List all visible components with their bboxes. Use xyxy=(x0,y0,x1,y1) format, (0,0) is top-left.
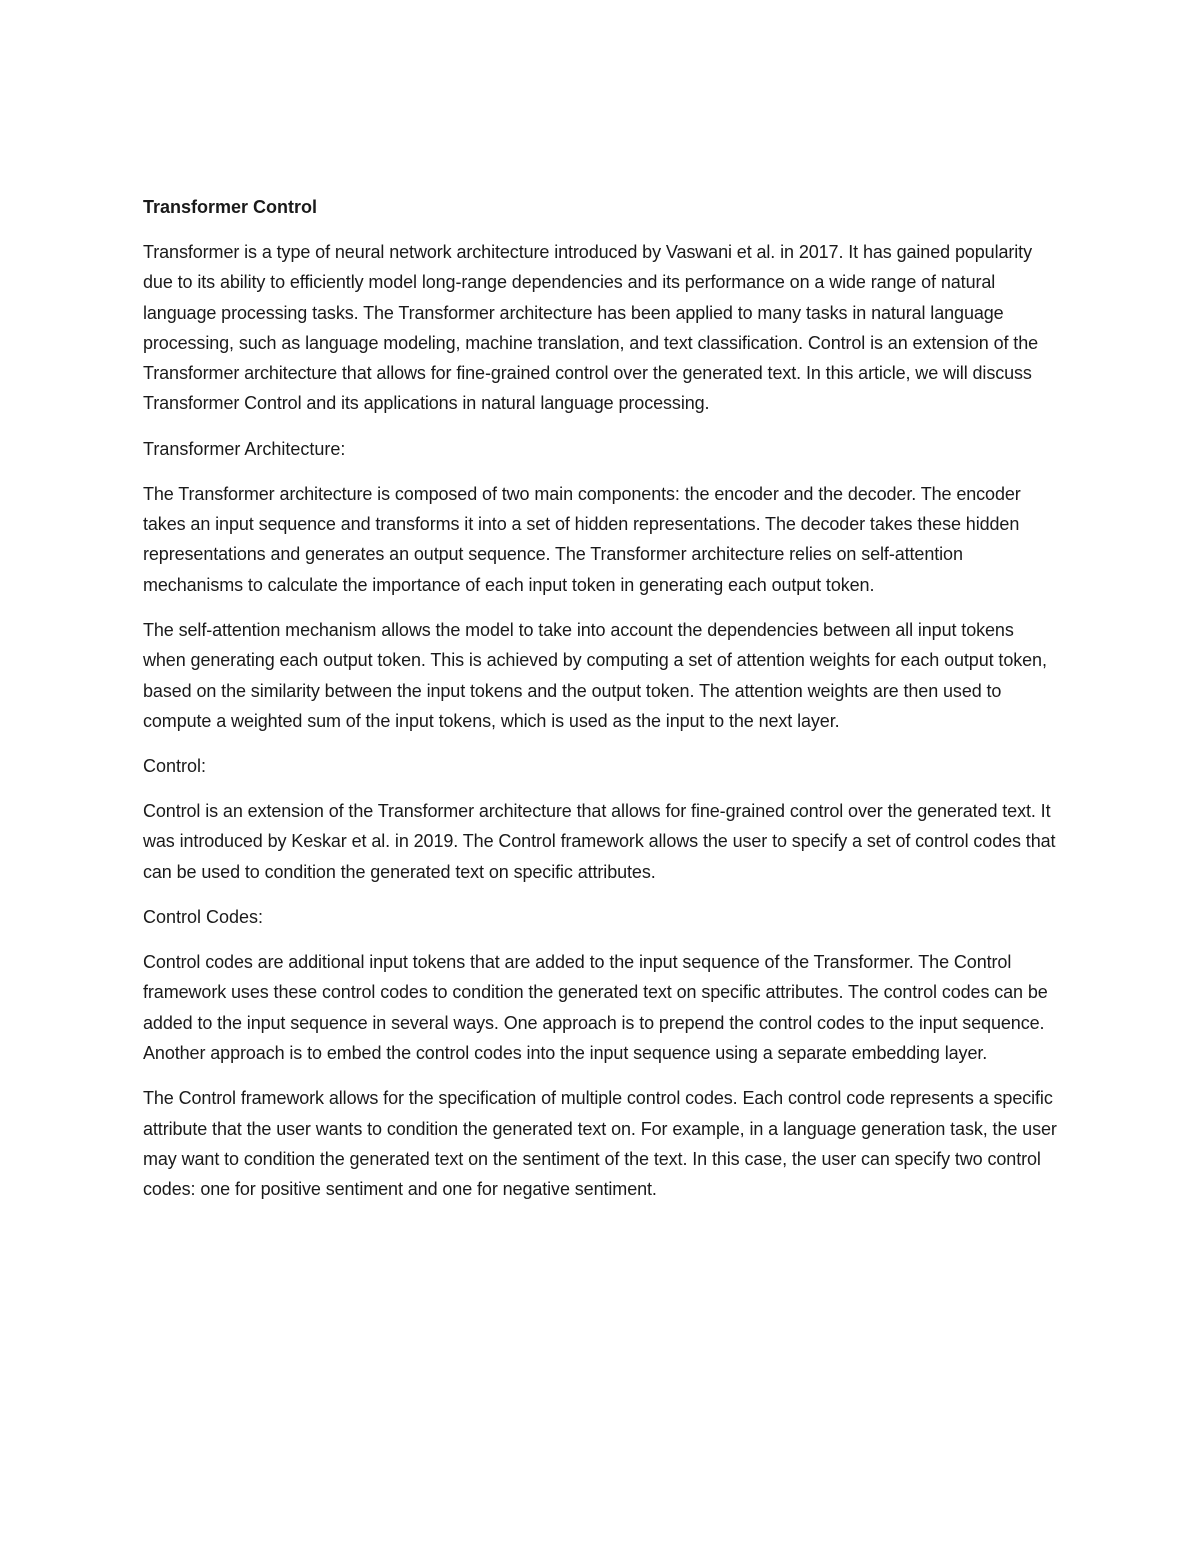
paragraph-control-codes: Control codes are additional input tokens that are added to the input sequence of the Transformer. The Control framework uses these control codes to condition the generated text on specific attributes. The control codes can be added to the input sequence in several ways. One approach is to prepend the control codes to the input sequence. Another approach is to embed the control codes into the input sequence using a separate embedding layer. xyxy=(143,952,1048,1063)
document-title: Transformer Control xyxy=(143,197,318,217)
section-heading-control: Control: xyxy=(143,756,207,777)
paragraph-architecture-overview: The Transformer architecture is composed of two main components: the encoder and the decoder. The encoder takes an input sequence and transforms it into a set of hidden representations. The decoder takes these hidden representations and generates an output sequence. The Transformer architecture relies on self-attention mechanisms to calculate the importance of each input token in generating each output token. xyxy=(143,483,1021,595)
section-heading-transformer-architecture: Transformer Architecture: xyxy=(143,438,346,459)
intro-paragraph: Transformer is a type of neural network architecture introduced by Vaswani et al. in 2017. It has gained popularity due to its ability to efficiently model long-range dependencies and its performance on a wide range of natural language processing tasks. The Transformer architecture has been applied to many tasks in natural language processing, such as language modeling, machine translation, and text classification. Control is an extension of the Transformer architecture that allows for fine-grained control over the generated text. In this article, we will discuss Transformer Control and its applications in natural language processing. xyxy=(143,242,1039,414)
section-heading-control-codes: Control Codes: xyxy=(143,907,264,928)
paragraph-control-intro: Control is an extension of the Transformer architecture that allows for fine-grained control over the generated text. It was introduced by Keskar et al. in 2019. The Control framework allows the user to specify a set of control codes that can be used to condition the generated text on specific attributes. xyxy=(143,801,1056,882)
paragraph-multiple-control-codes: The Control framework allows for the specification of multiple control codes. Each control code represents a specific attribute that the user wants to condition the generated text on. For example, in a language generation task, the user may want to condition the generated text on the sentiment of the text. In this case, the user can specify two control codes: one for positive sentiment and one for negative sentiment. xyxy=(143,1088,1057,1200)
paragraph-self-attention: The self-attention mechanism allows the model to take into account the dependencies between all input tokens when generating each output token. This is achieved by computing a set of attention weights for each output token, based on the similarity between the input tokens and the output token. The attention weights are then used to compute a weighted sum of the input tokens, which is used as the input to the next layer. xyxy=(143,619,1047,731)
